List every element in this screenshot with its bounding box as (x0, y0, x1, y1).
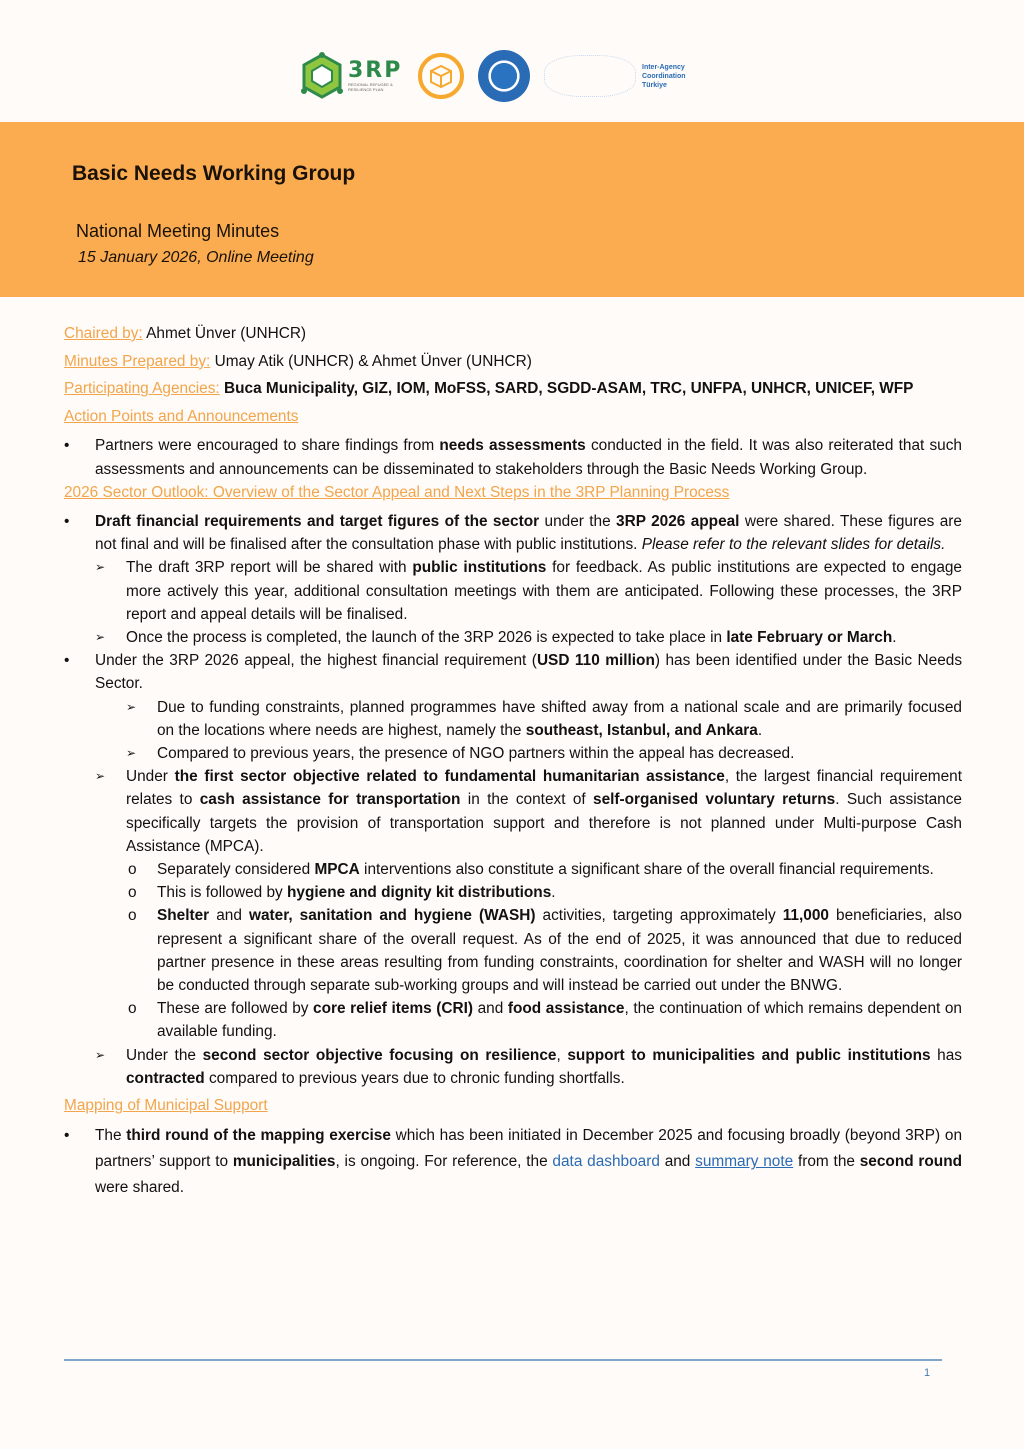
minutes-prepared-line (64, 350, 962, 373)
list-item: ➢ Compared to previous years, the presence of NGO partners within the appeal has decreased. (64, 742, 962, 765)
logo-3rp-subtitle: REGIONAL REFUGEE & RESILIENCE PLAN (348, 82, 393, 92)
action-points-list (64, 434, 962, 480)
heading-action-points: Action Points and Announcements (64, 408, 299, 426)
participating-agencies-line (64, 377, 962, 400)
iac-line-1: Inter-Agency (642, 63, 685, 71)
logo-3rp-text: 3RP (348, 58, 403, 83)
list-item: ➢ Once the process is completed, the launch of the 3RP 2026 is expected to take place in late February or March. (64, 626, 962, 649)
list-item: ➢ Under the first sector objective related to fundamental humanitarian assistance, the largest financial requirement relates to cash assistance for transportation in the context of self-organised voluntary returns. Such assistance specifically targets the provision of transportation support and therefore is not planned under Multi-purpose Cash Assistance (MPCA). (64, 765, 962, 858)
heading-mapping: Mapping of Municipal Support (64, 1097, 268, 1114)
document-title: Basic Needs Working Group (72, 162, 356, 185)
document-body (64, 322, 962, 1201)
chaired-by-label: Chaired by: (64, 325, 143, 342)
data-dashboard-link[interactable]: data dashboard (552, 1153, 660, 1171)
cube-icon (300, 51, 344, 101)
participating-agencies-label: Participating Agencies: (64, 380, 220, 398)
iac-line-3: Türkiye (642, 81, 667, 89)
box-logo-icon (418, 53, 464, 99)
list-item: ➢ Under the second sector objective focusing on resilience, support to municipalities and public institutions has contracted compared to previous years due to chronic funding shortfalls. (64, 1044, 962, 1090)
list-item: o Shelter and water, sanitation and hygiene (WASH) activities, targeting approximately 11,000 beneficiaries, also represent a significant share of the overall request. As of the end of 2025, it was announced that due to reduced partner presence in these areas resulting from funding constraints, coordination for shelter and WASH will no longer be conducted through separate sub-working groups and will instead be carried out under the BNWG. (64, 904, 962, 997)
document-subtitle: National Meeting Minutes (76, 221, 280, 241)
participating-agencies-value: Buca Municipality, GIZ, IOM, MoFSS, SARD, SGDD-ASAM, TRC, UNFPA, UNHCR, UNICEF, WFP (219, 380, 914, 398)
minutes-prepared-label: Minutes Prepared by: (64, 352, 211, 370)
list-item: • Draft financial requirements and target figures of the sector under the 3RP 2026 appeal were shared. These figures are not final and will be finalised after the consultation phase with public institutions. Please refer to the relevant slides for details. (64, 510, 962, 556)
page-number: 1 (924, 1367, 931, 1379)
un-emblem-icon (478, 50, 530, 102)
list-item: • The third round of the mapping exercise which has been initiated in December 2025 and focusing broadly (beyond 3RP) on partners’ support to municipalities, is ongoing. For reference, the data dashboard and summary note from the second round were shared. (64, 1123, 962, 1201)
list-item: o These are followed by core relief items (CRI) and food assistance, the continuation of which remains dependent on available funding. (64, 997, 962, 1043)
mapping-list (64, 1123, 962, 1201)
minutes-prepared-value: Umay Atik (UNHCR) & Ahmet Ünver (UNHCR) (210, 352, 532, 370)
summary-note-link[interactable]: summary note (695, 1153, 794, 1171)
list-item: o This is followed by hygiene and dignity kit distributions. (64, 881, 962, 904)
turkey-map-icon (544, 55, 636, 97)
list-item: • Under the 3RP 2026 appeal, the highest financial requirement (USD 110 million) has been identified under the Basic Needs Sector. (64, 649, 962, 695)
list-item: o Separately considered MPCA interventions also constitute a significant share of the overall financial requirements. (64, 858, 962, 881)
logo-inter-agency (544, 55, 686, 97)
logo-3rp (300, 51, 404, 101)
footer-divider (64, 1359, 942, 1361)
sector-outlook-list (64, 510, 962, 1090)
title-banner (0, 122, 1024, 297)
iac-line-2: Coordination (642, 72, 686, 80)
chaired-by-line (64, 322, 962, 345)
meeting-date: 15 January 2026, Online Meeting (78, 249, 314, 266)
chaired-by-value: Ahmet Ünver (UNHCR) (142, 325, 307, 342)
heading-sector-outlook: 2026 Sector Outlook: Overview of the Sector Appeal and Next Steps in the 3RP Planning Process (64, 483, 730, 501)
logo-bar (300, 44, 686, 108)
list-item: ➢ Due to funding constraints, planned programmes have shifted away from a national scale and are primarily focused on the locations where needs are highest, namely the southeast, Istanbul, and Ankara. (64, 696, 962, 742)
list-item: • Partners were encouraged to share findings from needs assessments conducted in the field. It was also reiterated that such assessments and announcements can be disseminated to stakeholders through the Basic Needs Working Group. (64, 434, 962, 480)
list-item: ➢ The draft 3RP report will be shared with public institutions for feedback. As public institutions are expected to engage more actively this year, additional consultation meetings with them are anticipated. Following these processes, the 3RP report and appeal details will be finalised. (64, 556, 962, 626)
